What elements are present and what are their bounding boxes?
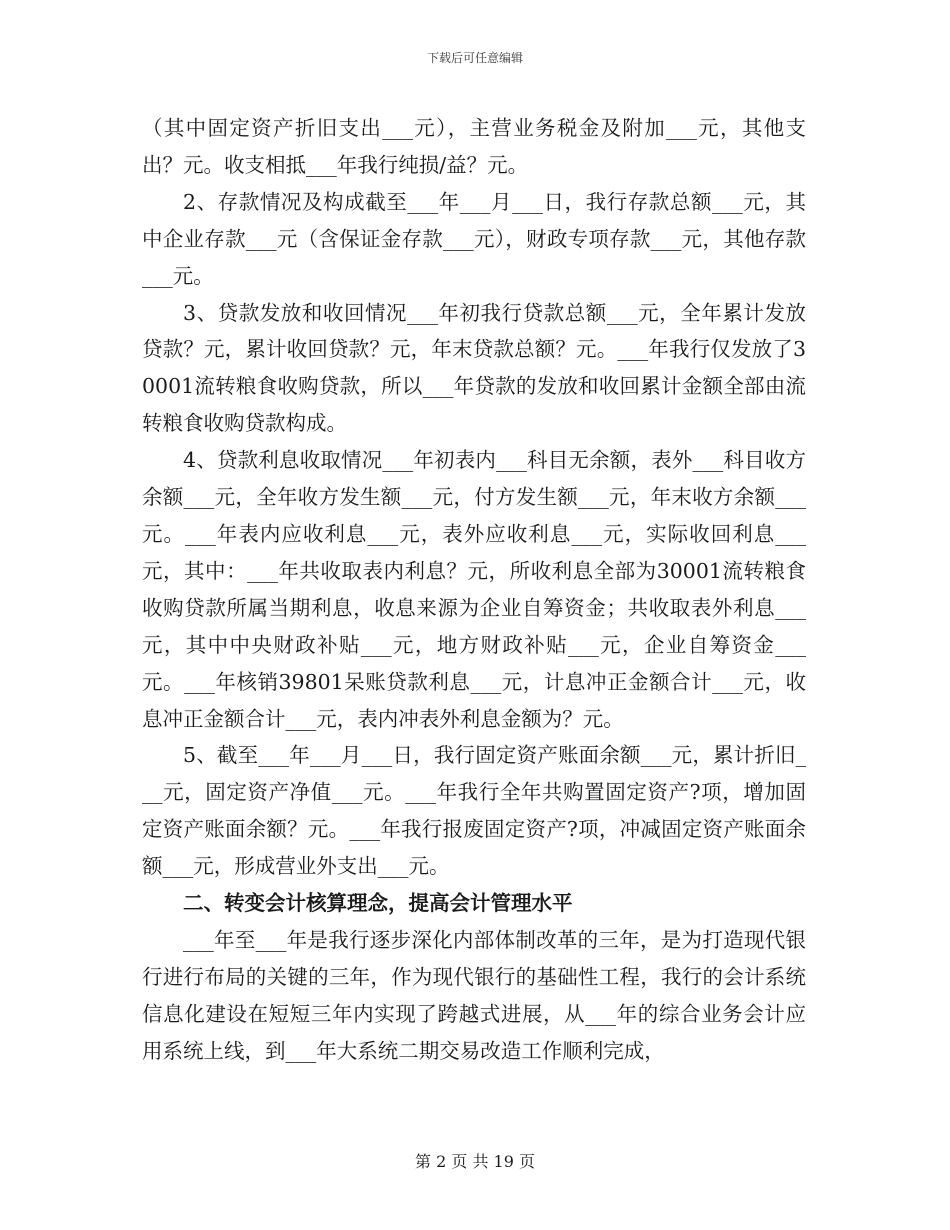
page-header: 下载后可任意编辑 — [426, 51, 523, 65]
document-body — [142, 110, 806, 1070]
paragraph-loan-interest: 4、贷款利息收取情况___年初表内___科目无余额，表外___科目收方余额___元，全年收方发生额___元，付方发生额___元，年末收方余额___元。___年表内应收利息___元，表外应收利息___元，实际收回利息___元，其中：___年共收取表内利息？元，所收利息全部为30001流转粮食收购贷款所属当期利息，收息来源为企业自筹资金；共收取表外利息___元，其中中央财政补贴___元，地方财政补贴___元，企业自筹资金___元。___年核销39801呆账贷款利息___元，计息冲正金额合计___元，收息冲正金额合计___元，表内冲表外利息金额为？元。 — [142, 448, 806, 731]
section-heading: 二、转变会计核算理念，提高会计管理水平 — [183, 891, 573, 916]
paragraph-loans: 3、贷款发放和收回情况___年初我行贷款总额___元，全年累计发放贷款？元，累计收回贷款？元，年末贷款总额？元。___年我行仅发放了30001流转粮食收购贷款，所以___年贷款的发放和收回累计金额全部由流转粮食收购贷款构成。 — [142, 300, 806, 436]
paragraph-fixed-assets: 5、截至___年___月___日，我行固定资产账面余额___元，累计折旧___元，固定资产净值___元。___年我行全年共购置固定资产?项，增加固定资产账面余额？元。___年我行报废固定资产?项，冲减固定资产账面余额___元，形成营业外支出___元。 — [142, 743, 806, 879]
paragraph-deposits: 2、存款情况及构成截至___年___月___日，我行存款总额___元，其中企业存款___元（含保证金存款___元），财政专项存款___元，其他存款___元。 — [142, 189, 806, 288]
paragraph-accounting-reform: ___年至___年是我行逐步深化内部体制改革的三年，是为打造现代银行进行布局的关键的三年，作为现代银行的基础性工程，我行的会计系统信息化建设在短短三年内实现了跨越式进展，从___年的综合业务会计应用系统上线，到___年大系统二期交易改造工作顺利完成， — [142, 927, 806, 1063]
paragraph-continuation: （其中固定资产折旧支出___元），主营业务税金及附加___元，其他支出？元。收支相抵___年我行纯损/益？元。 — [142, 116, 806, 177]
page-footer: 第 2 页 共 19 页 — [415, 1152, 535, 1171]
